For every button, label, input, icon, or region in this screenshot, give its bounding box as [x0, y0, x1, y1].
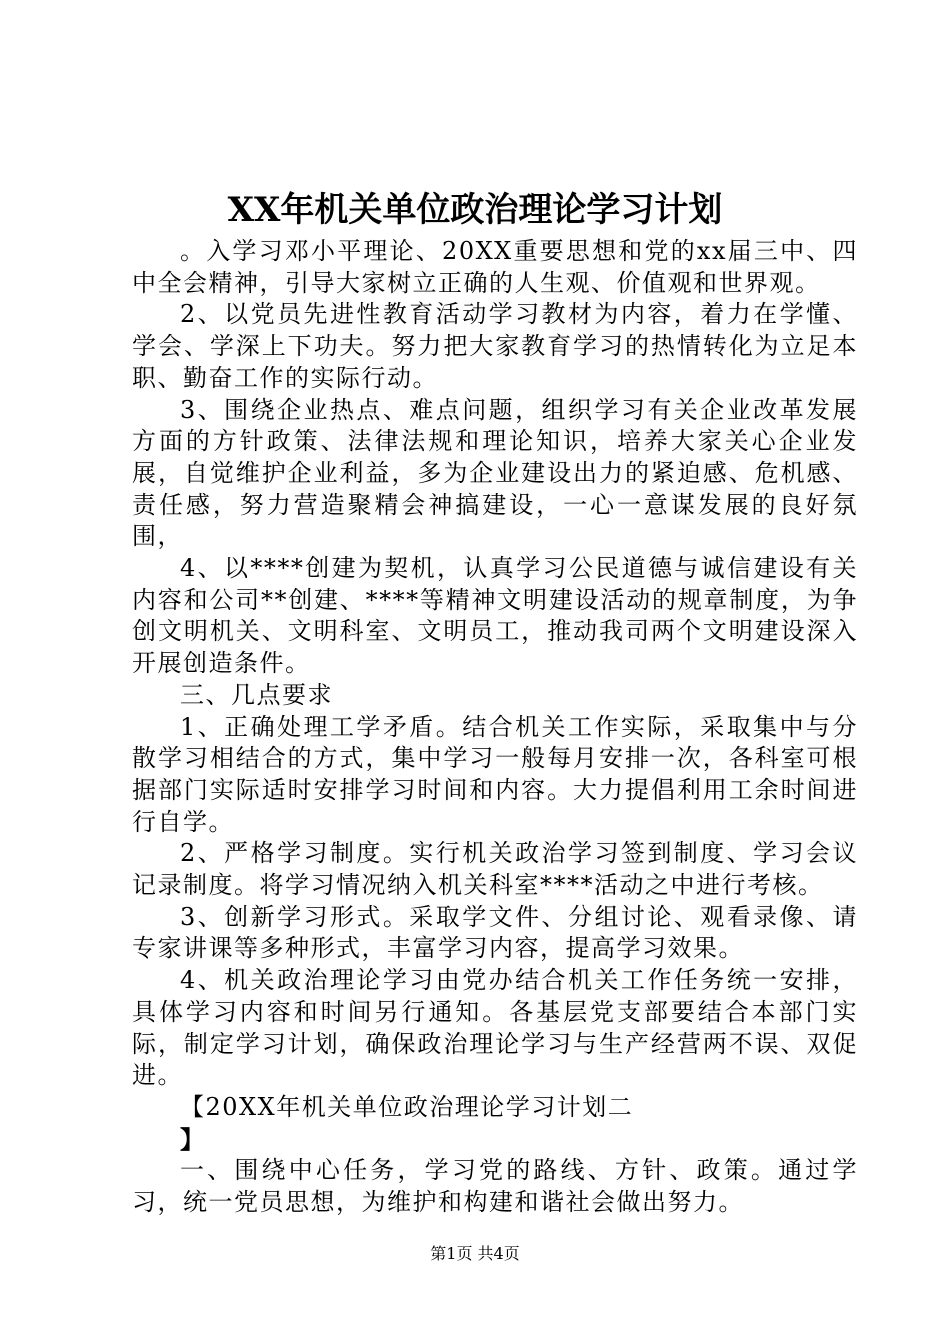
paragraph-8: 4、机关政治理论学习由党办结合机关工作任务统一安排，具体学习内容和时间另行通知。各基层党支部要结合本部门实际，制定学习计划，确保政治理论学习与生产经营两不误、双促进。 — [132, 966, 858, 1090]
section-heading-requirements: 三、几点要求 — [180, 680, 333, 709]
paragraph-1: 。入学习邓小平理论、20XX重要思想和党的xx届三中、四中全会精神，引导大家树立正确的人生观、价值观和世界观。 — [132, 237, 858, 297]
subtitle-plan-two: 【20XX年机关单位政治理论学习计划二 — [180, 1092, 634, 1121]
paragraph-5: 1、正确处理工学矛盾。结合机关工作实际，采取集中与分散学习相结合的方式，集中学习一般每月安排一次，各科室可根据部门实际适时安排学习时间和内容。大力提倡利用工余时间进行自学。 — [132, 712, 858, 836]
page-footer: 第1页 共4页 — [430, 1244, 520, 1263]
paragraph-4: 4、以****创建为契机，认真学习公民道德与诚信建设有关内容和公司**创建、****等精神文明建设活动的规章制度，为争创文明机关、文明科室、文明员工，推动我司两个文明建设深入开展创造条件。 — [132, 554, 858, 678]
paragraph-6: 2、严格学习制度。实行机关政治学习签到制度、学习会议记录制度。将学习情况纳入机关科室****活动之中进行考核。 — [132, 839, 858, 900]
paragraph-9: 一、围绕中心任务，学习党的路线、方针、政策。通过学习，统一党员思想，为维护和构建和谐社会做出努力。 — [132, 1156, 858, 1217]
paragraph-3: 3、围绕企业热点、难点问题，组织学习有关企业改革发展方面的方针政策、法律法规和理论知识，培养大家关心企业发展，自觉维护企业利益，多为企业建设出力的紧迫感、危机感、责任感，努力营造聚精会神搞建设，一心一意谋发展的良好氛围， — [132, 395, 858, 551]
document-title: XX年机关单位政治理论学习计划 — [227, 190, 723, 230]
document-body — [132, 236, 858, 1219]
paragraph-2: 2、以党员先进性教育活动学习教材为内容，着力在学懂、学会、学深上下功夫。努力把大家教育学习的热情转化为立足本职、勤奋工作的实际行动。 — [132, 300, 858, 392]
subtitle-bracket-close: 】 — [180, 1124, 206, 1154]
paragraph-7: 3、创新学习形式。采取学文件、分组讨论、观看录像、请专家讲课等多种形式，丰富学习内容，提高学习效果。 — [132, 902, 858, 963]
